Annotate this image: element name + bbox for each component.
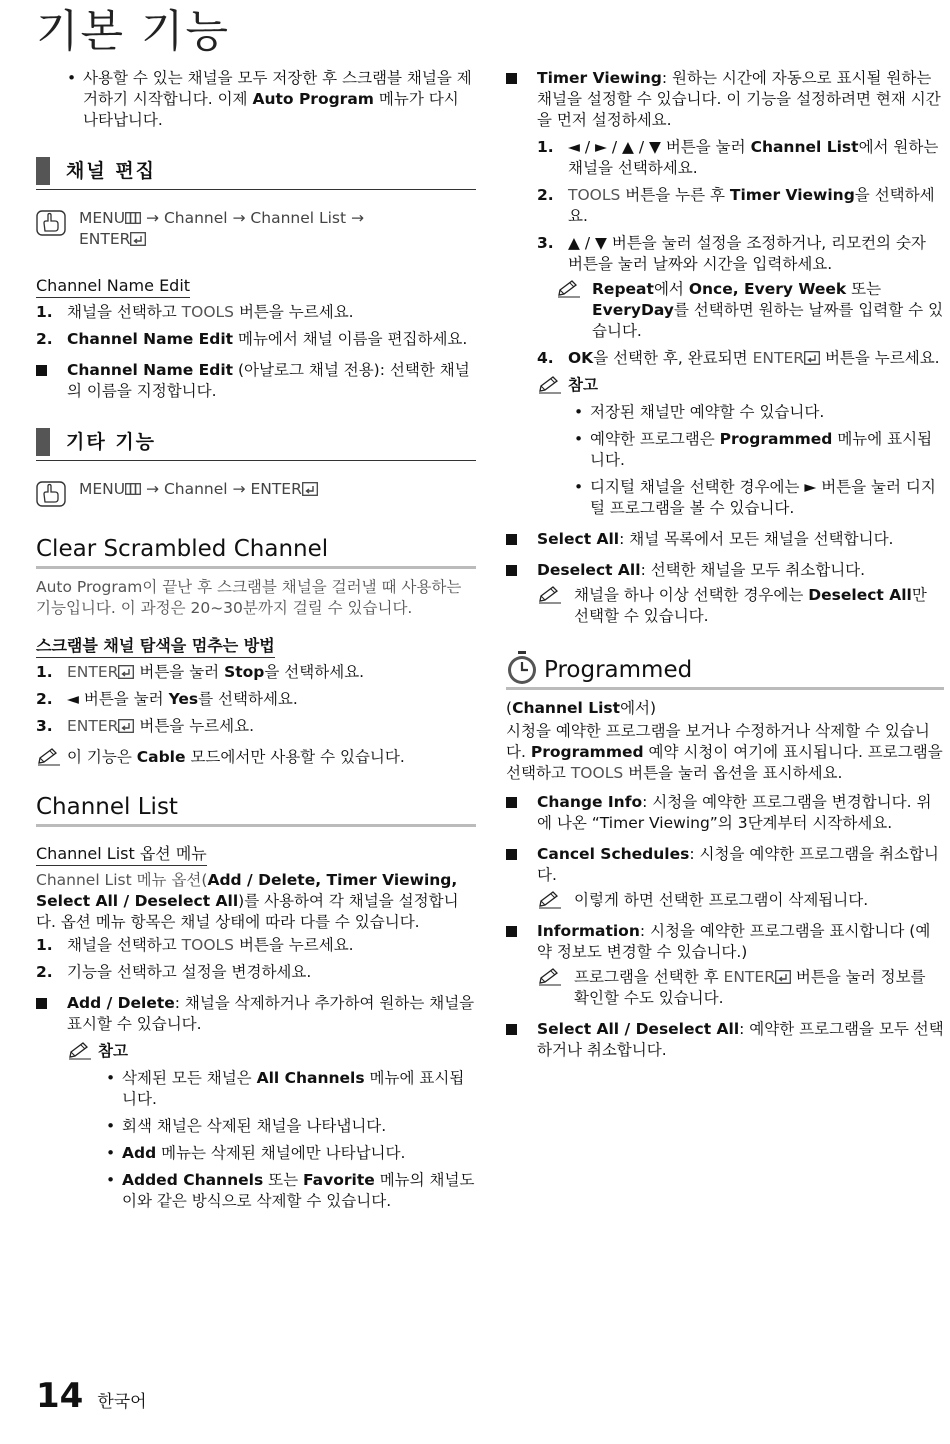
pencil-note-icon — [556, 279, 582, 299]
list-item: 4. OK을 선택한 후, 완료되면 ENTER 버튼을 누르세요. — [537, 349, 940, 367]
heading-bar — [36, 157, 50, 185]
heading-text: 채널 편집 — [66, 159, 157, 182]
list-item: Add / Delete: 채널을 삭제하거나 추가하여 원하는 채널을 표시할 수 있습니다. — [36, 993, 476, 1035]
heading-programmed — [506, 651, 944, 690]
section-heading-other-functions — [36, 426, 476, 461]
note-cancel: 이렇게 하면 선택한 프로그램이 삭제됩니다. — [537, 890, 944, 911]
menu-icon — [125, 483, 141, 495]
pencil-note-icon — [537, 890, 563, 910]
subheading-channel-list-options: Channel List 옵션 메뉴 — [36, 843, 207, 866]
list-item: Cancel Schedules: 시청을 예약한 프로그램을 취소합니다. — [506, 844, 944, 886]
list-item: 1. 채널을 선택하고 TOOLS 버튼을 누르세요. — [36, 936, 354, 954]
square-bullet-icon — [506, 926, 517, 937]
programmed-subtitle: (Channel List에서) — [506, 699, 657, 717]
list-item: Select All: 채널 목록에서 모든 채널을 선택합니다. — [506, 529, 944, 550]
note-deselect: 채널을 하나 이상 선택한 경우에는 Deselect All만 선택할 수 있습니다. — [537, 585, 944, 627]
square-bullet-icon — [506, 1024, 517, 1035]
left-column — [36, 68, 476, 1212]
note-bullet: • 회색 채널은 삭제된 채널을 나타냅니다. — [106, 1116, 476, 1137]
hand-icon — [36, 210, 66, 236]
heading-text: 기타 기능 — [66, 430, 157, 453]
list-item: Deselect All: 선택한 채널을 모두 취소합니다. — [506, 560, 944, 581]
subheading-channel-name-edit: Channel Name Edit — [36, 275, 190, 298]
list-item: Change Info: 시청을 예약한 프로그램을 변경합니다. 위에 나온 “Timer Viewing”의 3단계부터 시작하세요. — [506, 792, 944, 834]
square-bullet-icon — [506, 534, 517, 545]
channel-list-description: Channel List 메뉴 옵션(Add / Delete, Timer Viewing, Select All / Deselect All)를 사용하여 각 채널을 설정합니다. 옵션 메뉴 항목은 채널 상태에 따라 다를 수 있습니다. — [36, 871, 459, 931]
square-bullet-icon — [36, 365, 47, 376]
page-number: 14 — [36, 1376, 84, 1416]
note-bullet: • 삭제된 모든 채널은 All Channels 메뉴에 표시됩니다. — [106, 1068, 476, 1110]
list-item: 3. ENTER 버튼을 누르세요. — [36, 717, 255, 735]
programmed-description: 시청을 예약한 프로그램을 보거나 수정하거나 삭제할 수 있습니다. Programmed 예약 시청이 여기에 표시됩니다. 프로그램을 선택하고 TOOLS 버튼을 눌러 옵션을 표시하세요. — [506, 722, 943, 782]
note-header: 참고 — [537, 375, 944, 396]
menu-icon — [125, 212, 141, 224]
list-item: Timer Viewing: 원하는 시간에 자동으로 표시될 원하는 채널을 설정할 수 있습니다. 이 기능을 설정하려면 현재 시간을 먼저 설정하세요. — [506, 68, 944, 131]
square-bullet-icon — [506, 565, 517, 576]
square-bullet-icon — [506, 849, 517, 860]
list-item: 1. 채널을 선택하고 TOOLS 버튼을 누르세요. — [36, 303, 354, 321]
enter-icon — [118, 665, 134, 679]
enter-icon — [118, 719, 134, 733]
list-item: 2. 기능을 선택하고 설정을 변경하세요. — [36, 963, 312, 981]
enter-icon — [775, 970, 791, 984]
page-language: 한국어 — [97, 1392, 147, 1412]
subheading-stop-scan: 스크램블 채널 탐색을 멈추는 방법 — [36, 635, 275, 658]
pencil-note-icon — [537, 967, 563, 987]
note-bullet: • Added Channels 또는 Favorite 메뉴의 채널도 이와 같은 방식으로 삭제할 수 있습니다. — [106, 1170, 476, 1212]
enter-icon — [130, 232, 146, 246]
note-information: 프로그램을 선택한 후 ENTER 버튼을 눌러 정보를 확인할 수도 있습니다. — [537, 967, 944, 1009]
list-item: 2. TOOLS 버튼을 누른 후 Timer Viewing을 선택하세요. — [537, 186, 935, 225]
list-item: 1. ◄ / ► / ▲ / ▼ 버튼을 눌러 Channel List에서 원하는 채널을 선택하세요. — [537, 138, 939, 177]
square-bullet-icon — [506, 797, 517, 808]
list-item: 2. Channel Name Edit 메뉴에서 채널 이름을 편집하세요. — [36, 330, 468, 348]
note-bullet: • Add 메뉴는 삭제된 채널에만 나타납니다. — [106, 1143, 476, 1164]
right-column — [506, 68, 944, 1061]
clear-description: Auto Program이 끝난 후 스크램블 채널을 걸러낼 때 사용하는 기능입니다. 이 과정은 20~30분까지 걸릴 수 있습니다. — [36, 578, 462, 617]
page-title: 기본 기능 — [36, 6, 231, 57]
menu-path-channel: MENU → Channel → ENTER — [36, 479, 476, 500]
menu-path-channel-list: MENU → Channel → Channel List → ENTER — [36, 208, 476, 250]
list-item: 1. ENTER 버튼을 눌러 Stop을 선택하세요. — [36, 663, 365, 681]
heading-text: Programmed — [544, 657, 693, 683]
list-item: Select All / Deselect All: 예약한 프로그램을 모두 선택하거나 취소합니다. — [506, 1019, 944, 1061]
note-header: 참고 — [67, 1041, 476, 1062]
heading-bar — [36, 428, 50, 456]
list-item: Information: 시청을 예약한 프로그램을 표시합니다 (예약 정보도 변경할 수 있습니다.) — [506, 921, 944, 963]
square-bullet-icon — [506, 73, 517, 84]
pencil-note-icon — [36, 747, 62, 767]
enter-icon — [302, 482, 318, 496]
page-footer — [36, 1376, 147, 1416]
hand-icon — [36, 481, 66, 507]
note-bullet: • 예약한 프로그램은 Programmed 메뉴에 표시됩니다. — [574, 429, 944, 471]
square-bullet-icon — [36, 998, 47, 1009]
pencil-note-icon — [537, 585, 563, 605]
enter-icon — [804, 351, 820, 365]
heading-channel-list: Channel List — [36, 792, 476, 827]
note-repeat: Repeat에서 Once, Every Week 또는 EveryDay를 선택하면 원하는 날짜를 입력할 수 있습니다. — [556, 279, 944, 342]
pencil-note-icon — [537, 375, 563, 395]
heading-clear-scrambled-channel: Clear Scrambled Channel — [36, 534, 476, 569]
pencil-note-icon — [67, 1041, 93, 1061]
section-heading-channel-edit — [36, 155, 476, 190]
note-bullet: • 저장된 채널만 예약할 수 있습니다. — [574, 402, 944, 423]
note-bullet: • 디지털 채널을 선택한 경우에는 ► 버튼을 눌러 디지털 프로그램을 볼 수 있습니다. — [574, 477, 944, 519]
clock-icon — [506, 651, 538, 685]
intro-bullet: • 사용할 수 있는 채널을 모두 저장한 후 스크램블 채널을 제거하기 시작합니다. 이제 Auto Program 메뉴가 다시 나타납니다. — [67, 68, 476, 131]
list-item: 3. ▲ / ▼ 버튼을 눌러 설정을 조정하거나, 리모컨의 숫자 버튼을 눌러 날짜와 시간을 입력하세요. — [537, 234, 926, 273]
list-item: Channel Name Edit (아날로그 채널 전용): 선택한 채널의 이름을 지정합니다. — [36, 360, 476, 402]
note-cable-only: 이 기능은 Cable 모드에서만 사용할 수 있습니다. — [36, 747, 476, 768]
list-item: 2. ◄ 버튼을 눌러 Yes를 선택하세요. — [36, 690, 298, 708]
